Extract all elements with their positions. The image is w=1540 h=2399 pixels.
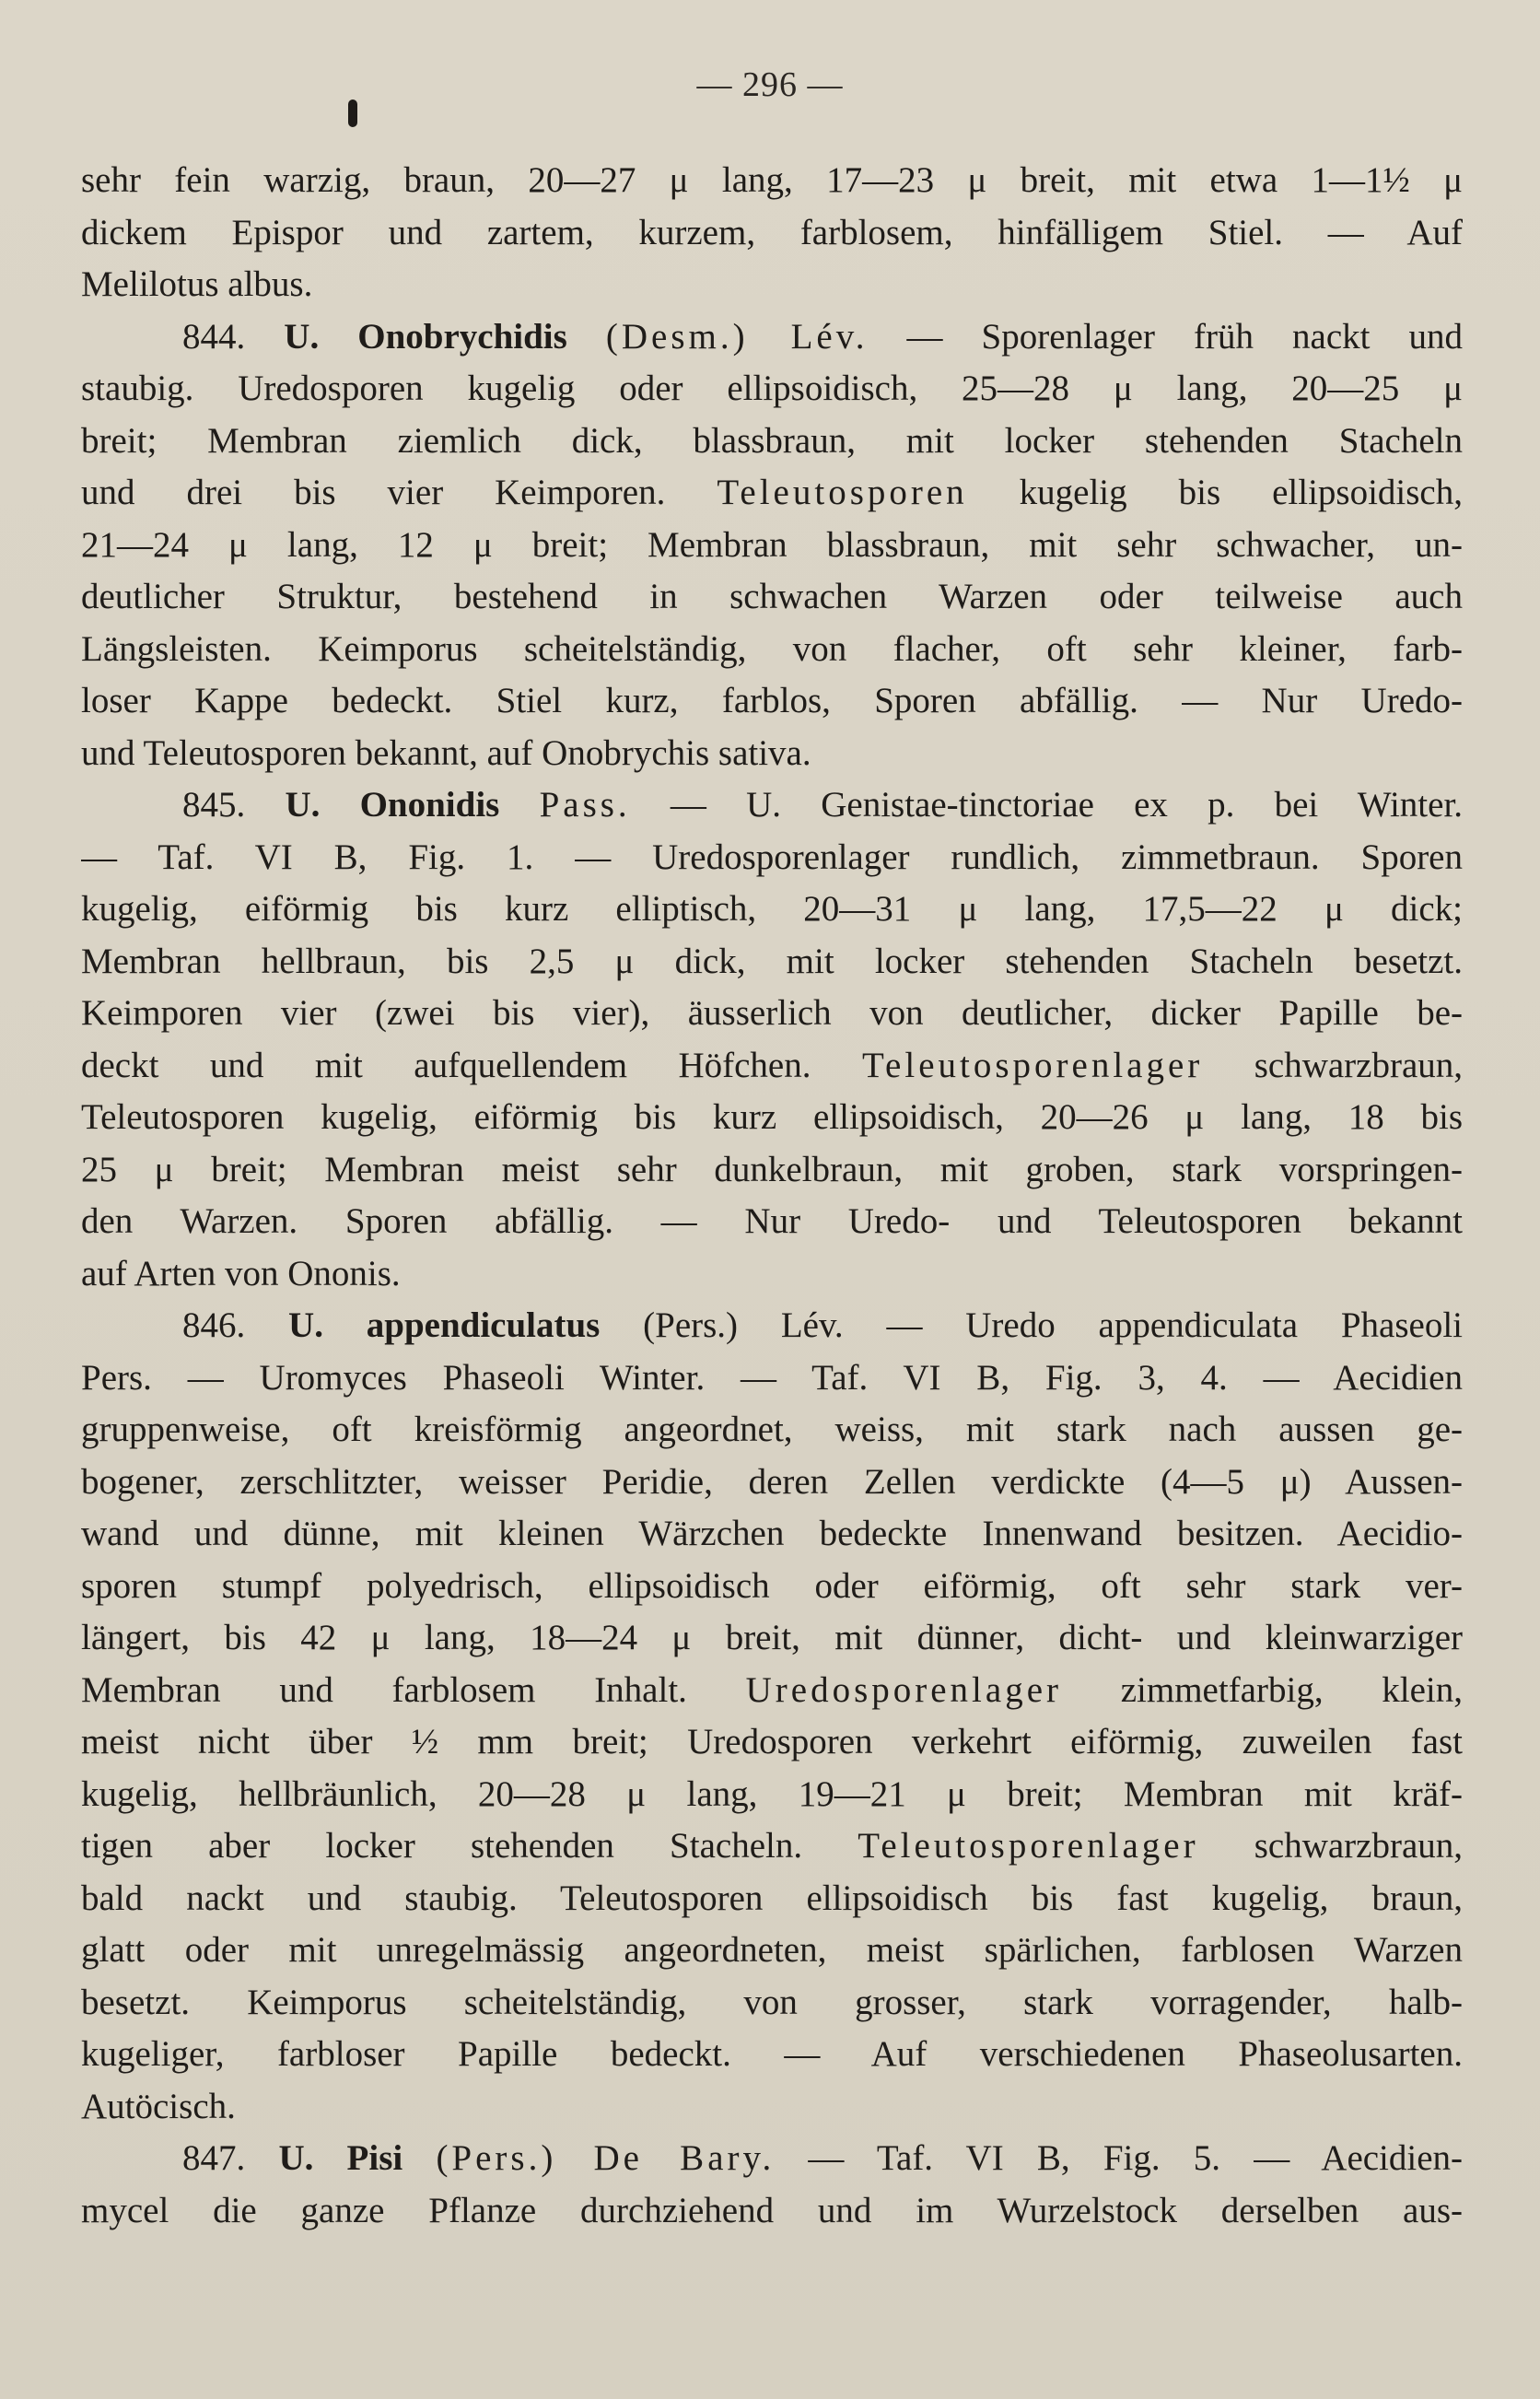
entry-844-heading (81, 311, 1463, 364)
text-line: — Taf. VI B, Fig. 1. — Uredosporenlager rundlich, zimmetbraun. Sporen (81, 837, 1463, 877)
spaced-term: Teleutosporen (717, 473, 968, 512)
text-line: auf Arten von Ononis. (81, 1253, 401, 1293)
text-line: bald nackt und staubig. Teleutosporen ellipsoidisch bis fast kugelig, braun, (81, 1878, 1463, 1918)
text-run: und drei bis vier Keimporen. (81, 473, 666, 512)
text-run: deckt und mit aufquellendem Höfchen. (81, 1045, 811, 1085)
text-line: gruppenweise, oft kreisförmig angeordnet, weiss, mit stark nach aussen ge- (81, 1410, 1463, 1449)
text-run: — Taf. VI B, Fig. 5. — Aecidien- (808, 2138, 1463, 2178)
entry-845-heading (81, 779, 1463, 832)
text-line: deutlicher Struktur, bestehend in schwachen Warzen oder teilweise auch (81, 577, 1463, 616)
text-line: sporen stumpf polyedrisch, ellipsoidisch oder eiförmig, oft sehr stark ver- (81, 1565, 1463, 1606)
entry-number: 846. (182, 1305, 246, 1345)
text-run: kugelig bis ellipsoidisch, (1019, 473, 1463, 512)
species-name: U. Onobrychidis (284, 316, 567, 357)
page-body (81, 155, 1463, 2237)
text-line: Melilotus albus. (81, 264, 313, 304)
entry-846-heading (81, 1300, 1463, 1352)
text-line: sehr fein warzig, braun, 20—27 μ lang, 17—23 μ breit, mit etwa 1—1½ μ (81, 160, 1463, 200)
text-line: staubig. Uredosporen kugelig oder ellipsoidisch, 25—28 μ lang, 20—25 μ (81, 369, 1463, 408)
text-line: und Teleutosporen bekannt, auf Onobrychis sativa. (81, 732, 811, 773)
text-line: Teleutosporen kugelig, eiförmig bis kurz ellipsoidisch, 20—26 μ lang, 18 bis (81, 1097, 1463, 1137)
text-line: längert, bis 42 μ lang, 18—24 μ breit, mit dünner, dicht- und kleinwarziger (81, 1618, 1463, 1657)
spaced-term: Teleutosporenlager (861, 1045, 1204, 1085)
species-name: U. Ononidis (285, 785, 500, 825)
text-line: Pers. — Uromyces Phaseoli Winter. — Taf. VI B, Fig. 3, 4. — Aecidien (81, 1357, 1463, 1398)
authority: (Desm.) Lév. (605, 316, 869, 357)
text-line: wand und dünne, mit kleinen Wärzchen bedeckte Innenwand besitzen. Aecidio- (81, 1514, 1463, 1553)
spaced-term: Teleutosporenlager (858, 1826, 1199, 1866)
text-line: Autöcisch. (81, 2086, 236, 2126)
text-line (81, 467, 1463, 520)
species-name: U. Pisi (278, 2138, 403, 2178)
text-line: kugelig, hellbräunlich, 20—28 μ lang, 19—21 μ breit; Membran mit kräf- (81, 1773, 1463, 1814)
entry-number: 845. (182, 785, 246, 825)
authority: Pass. (539, 785, 631, 825)
text-line: meist nicht über ½ mm breit; Uredosporen verkehrt eiförmig, zuweilen fast (81, 1722, 1463, 1761)
text-line (81, 1665, 1463, 1717)
text-run: — Uredo appendiculata Phaseoli (886, 1305, 1463, 1345)
text-run: zimmetfarbig, klein, (1120, 1669, 1463, 1710)
text-line: glatt oder mit unregelmässig angeordneten, meist spärlichen, farblosen Warzen (81, 1930, 1463, 1970)
text-run: tigen aber locker stehenden Stacheln. (81, 1826, 803, 1866)
text-line (81, 1820, 1463, 1873)
entry-number: 847. (182, 2138, 246, 2178)
text-line (81, 1040, 1463, 1093)
text-line: Membran hellbraun, bis 2,5 μ dick, mit locker stehenden Stacheln besetzt. (81, 941, 1463, 981)
text-line: kugelig, eiförmig bis kurz elliptisch, 20—31 μ lang, 17,5—22 μ dick; (81, 889, 1463, 929)
text-line: breit; Membran ziemlich dick, blassbraun, mit locker stehenden Stacheln (81, 420, 1463, 461)
text-line: besetzt. Keimporus scheitelständig, von grosser, stark vorragender, halb- (81, 1982, 1463, 2022)
text-line: kugeliger, farbloser Papille bedeckt. — Auf verschiedenen Phaseolusarten. (81, 2034, 1463, 2074)
text-run: schwarzbraun, (1254, 1045, 1463, 1085)
text-run: — U. Genistae-tinctoriae ex p. bei Winter. (670, 785, 1463, 825)
entry-847-heading (81, 2133, 1463, 2185)
page-number: — 296 — (696, 65, 844, 104)
text-run: schwarzbraun, (1254, 1826, 1463, 1866)
text-line: 25 μ breit; Membran meist sehr dunkelbraun, mit groben, stark vorspringen- (81, 1149, 1463, 1189)
text-run: — Sporenlager früh nackt und (906, 316, 1463, 357)
text-line: loser Kappe bedeckt. Stiel kurz, farblos, Sporen abfällig. — Nur Uredo- (81, 681, 1463, 720)
species-name: U. appendiculatus (288, 1305, 601, 1345)
spaced-term: Uredosporenlager (745, 1669, 1063, 1710)
text-line: dickem Epispor und zartem, kurzem, farblosem, hinfälligem Stiel. — Auf (81, 212, 1463, 252)
text-line: Längsleisten. Keimporus scheitelständig, von flacher, oft sehr kleiner, farb- (81, 628, 1463, 669)
text-line: 21—24 μ lang, 12 μ breit; Membran blassbraun, mit sehr schwacher, un- (81, 524, 1463, 565)
authority: (Pers.) Lév. (643, 1305, 844, 1345)
text-line: bogener, zerschlitzter, weisser Peridie, deren Zellen verdickte (4—5 μ) Aussen- (81, 1461, 1463, 1502)
text-line: den Warzen. Sporen abfällig. — Nur Uredo- und Teleutosporen bekannt (81, 1201, 1463, 1241)
authority: (Pers.) De Bary. (436, 2138, 776, 2178)
text-line: Keimporen vier (zwei bis vier), äusserlich von deutlicher, dicker Papille be- (81, 993, 1463, 1033)
text-line: mycel die ganze Pflanze durchziehend und im Wurzelstock derselben aus- (81, 2190, 1463, 2230)
text-run: Membran und farblosem Inhalt. (81, 1669, 687, 1710)
entry-number: 844. (182, 316, 246, 357)
ink-blot (348, 99, 357, 127)
